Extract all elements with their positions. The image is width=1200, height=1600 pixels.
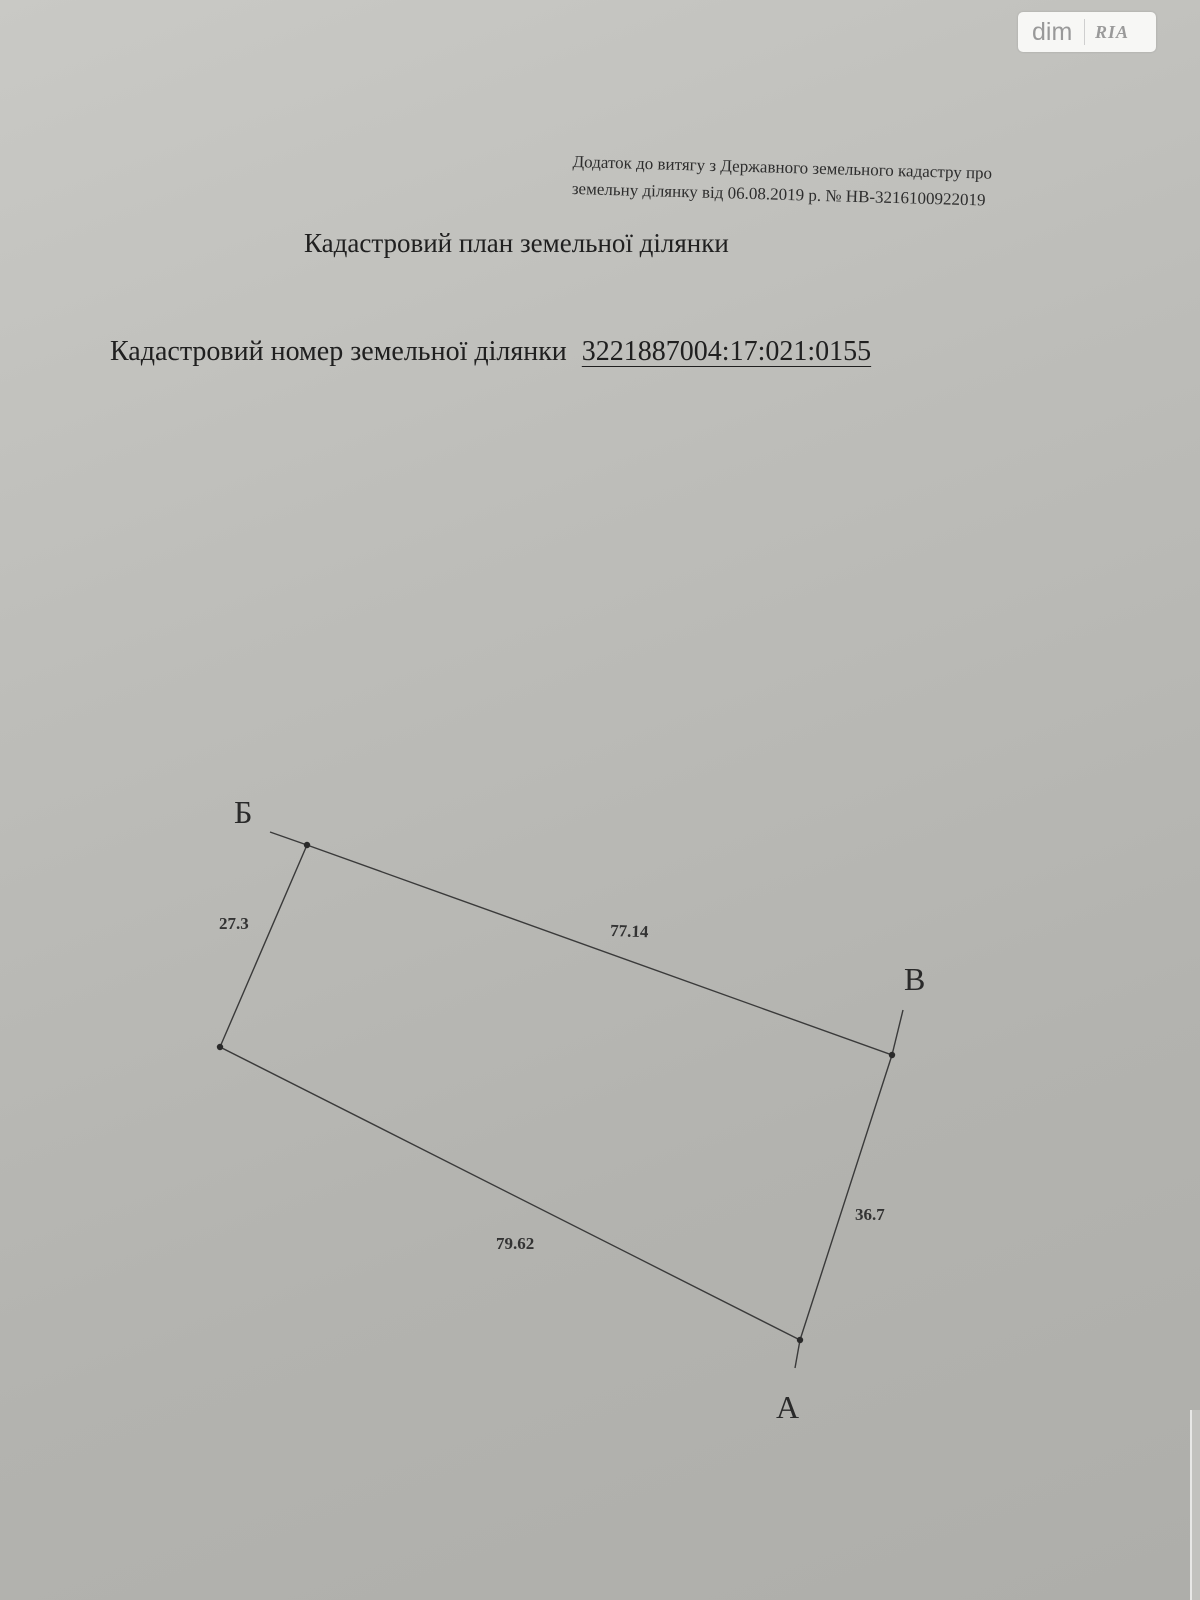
- cadastral-number-label: Кадастровий номер земельної ділянки: [110, 336, 567, 367]
- point-label-a: А: [776, 1389, 800, 1425]
- plan-title: Кадастровий план земельної ділянки: [304, 228, 729, 258]
- tick-a: [795, 1340, 800, 1368]
- appendix-line-2: земельну ділянку від 06.08.2019 р. № НВ-3216100922019: [571, 178, 986, 210]
- side-length-top: 77.14: [609, 921, 649, 942]
- side-length-left: 27.3: [219, 914, 249, 933]
- watermark-ria-logo: RIA: [1095, 21, 1130, 42]
- vertex-a: [797, 1337, 803, 1343]
- cadastral-number-value: 3221887004:17:021:0155: [581, 336, 872, 367]
- point-label-v: В: [904, 961, 926, 997]
- tick-b: [270, 832, 307, 845]
- appendix-line-1: Додаток до витягу з Державного земельного кадастру про: [572, 151, 993, 183]
- vertex-v: [889, 1052, 895, 1058]
- watermark-dim-text: dim: [1032, 17, 1073, 46]
- point-label-b: Б: [234, 794, 253, 830]
- adjacent-page-edge: [1190, 1410, 1200, 1600]
- parcel-boundary: [220, 845, 892, 1340]
- side-length-right: 36.7: [855, 1205, 885, 1224]
- vertex-b: [304, 842, 310, 848]
- tick-v: [892, 1010, 903, 1055]
- vertex-corner: [217, 1044, 223, 1050]
- side-length-bottom: 79.62: [496, 1234, 535, 1253]
